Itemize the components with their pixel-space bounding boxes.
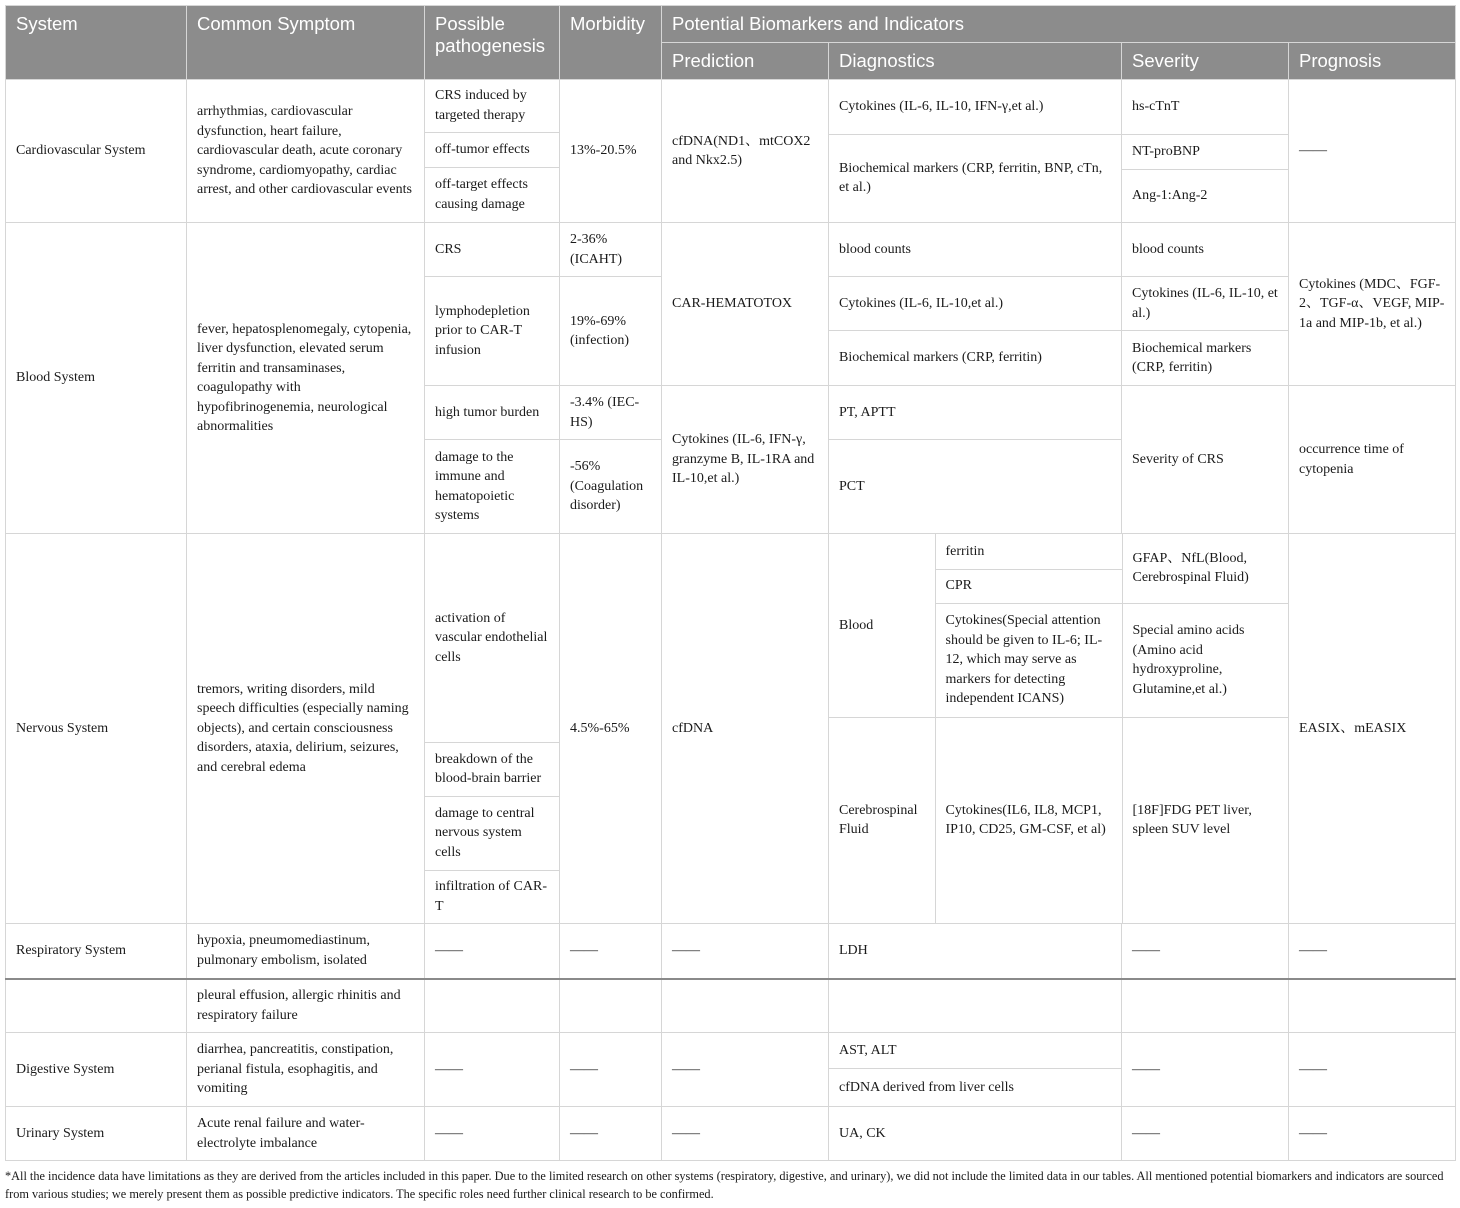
morbidity-item: -3.4% (IEC-HS)	[560, 386, 662, 440]
pathogenesis-cell: ——	[425, 924, 560, 979]
diagnostics-item: blood counts	[829, 223, 1122, 277]
prognosis-cell: ——	[1289, 1033, 1456, 1107]
morbidity-cell: ——	[560, 1107, 662, 1161]
severity-item: Special amino acids (Amino acid hydroxyproline, Glutamine,et al.)	[1122, 603, 1289, 717]
pathogenesis-item: activation of vascular endothelial cells	[425, 534, 559, 742]
prognosis-cell: EASIX、mEASIX	[1289, 534, 1456, 924]
table-row	[6, 1107, 1456, 1161]
header-severity: Severity	[1122, 43, 1289, 80]
table-row	[6, 979, 1456, 1033]
prognosis-cell: ——	[1289, 924, 1456, 979]
table-row	[6, 80, 1456, 223]
severity-cell: ——	[1122, 1033, 1289, 1107]
diagnostics-item: PCT	[829, 440, 1122, 534]
diagnostics-item: AST, ALT	[829, 1033, 1121, 1068]
pathogenesis-item: off-target effects causing damage	[435, 177, 528, 212]
table-row	[6, 534, 1456, 924]
severity-item: Biochemical markers (CRP, ferritin)	[1122, 331, 1289, 386]
system-cell: Blood System	[6, 223, 187, 534]
biomarker-table	[5, 5, 1456, 1161]
header-symptom: Common Symptom	[187, 6, 425, 80]
prognosis-cell: ——	[1289, 80, 1456, 223]
severity-item: Severity of CRS	[1122, 386, 1289, 534]
severity-item: hs-cTnT	[1122, 80, 1288, 134]
diagnostics-item: Cytokines (IL-6, IL-10, IFN-γ,et al.)	[829, 80, 1121, 134]
system-cell: Respiratory System	[6, 924, 187, 979]
header-prediction: Prediction	[662, 43, 829, 80]
csf-label: Cerebrospinal Fluid	[829, 717, 935, 923]
symptom-cell: fever, hepatosplenomegaly, cytopenia, liver dysfunction, elevated serum ferritin and transaminases, coagulopathy with hypofibrinogenemia, neurological abnormalities	[187, 223, 425, 534]
symptom-cell: arrhythmias, cardiovascular dysfunction, heart failure, cardiovascular death, acute coronary syndrome, cardiomyopathy, cardiac arrest, and other cardiovascular events	[187, 80, 425, 223]
pathogenesis-item: infiltration of CAR-T	[435, 879, 547, 914]
nervous-diagnostics-severity	[829, 534, 1289, 924]
severity-item: [18F]FDG PET liver, spleen SUV level	[1132, 802, 1252, 838]
prediction-cell: ——	[662, 1107, 829, 1161]
diagnostics-item: cfDNA derived from liver cells	[839, 1079, 1014, 1095]
pathogenesis-item: damage to central nervous system cells	[425, 796, 559, 870]
system-cell: Cardiovascular System	[6, 80, 187, 223]
system-cell: Urinary System	[6, 1107, 187, 1161]
morbidity-cell: 4.5%-65%	[560, 534, 662, 924]
pathogenesis-item: off-tumor effects	[425, 132, 559, 167]
footnote: *All the incidence data have limitations as they are derived from the articles included in this paper. Due to the limited research on other systems (respiratory, digestive, and urinary), we did not include the limited data in our tables. All mentioned potential biomarkers and indicators are sourced from various studies; we merely present them as possible predictive indicators. The specific roles need further clinical research to be confirmed.	[5, 1169, 1444, 1201]
pathogenesis-item: breakdown of the blood-brain barrier	[425, 742, 559, 796]
prognosis-cell: Cytokines (MDC、FGF-2、TGF-α、VEGF, MIP-1a and MIP-1b, et al.)	[1289, 223, 1456, 386]
prediction-cell: Cytokines (IL-6, IFN-γ, granzyme B, IL-1RA and IL-10,et al.)	[662, 386, 829, 534]
pathogenesis-cell: ——	[425, 1033, 560, 1107]
morbidity-item: -56% (Coagulation disorder)	[560, 440, 662, 534]
diagnostics-item: PT, APTT	[829, 386, 1122, 440]
prediction-cell: cfDNA	[662, 534, 829, 924]
symptom-cell: tremors, writing disorders, mild speech difficulties (especially naming objects), and certain consciousness disorders, ataxia, delirium, seizures, and cerebral edema	[187, 534, 425, 924]
severity-cell	[1122, 80, 1289, 223]
header-biomarkers: Potential Biomarkers and Indicators	[662, 6, 1456, 43]
diagnostics-cell: UA, CK	[829, 1107, 1122, 1161]
system-cell: Nervous System	[6, 534, 187, 924]
prediction-cell: ——	[662, 1033, 829, 1107]
diagnostics-cell	[829, 80, 1122, 223]
symptom-cell: pleural effusion, allergic rhinitis and respiratory failure	[187, 979, 425, 1033]
table-row	[6, 924, 1456, 979]
system-cell: Digestive System	[6, 1033, 187, 1107]
morbidity-cell: 13%-20.5%	[560, 80, 662, 223]
prediction-cell: ——	[662, 924, 829, 979]
header-prognosis: Prognosis	[1289, 43, 1456, 80]
pathogenesis-cell	[425, 80, 560, 223]
prediction-cell: CAR-HEMATOTOX	[662, 223, 829, 386]
header-morbidity: Morbidity	[560, 6, 662, 80]
pathogenesis-item: lymphodepletion prior to CAR-T infusion	[425, 277, 560, 386]
symptom-cell: Acute renal failure and water-electrolyte imbalance	[187, 1107, 425, 1161]
morbidity-cell: ——	[560, 1033, 662, 1107]
diagnostics-item: Cytokines (IL-6, IL-10,et al.)	[829, 277, 1122, 331]
symptom-cell: hypoxia, pneumomediastinum, pulmonary embolism, isolated	[187, 924, 425, 979]
diagnostics-cell	[829, 1033, 1122, 1107]
morbidity-cell: ——	[560, 924, 662, 979]
diagnostics-item: Cytokines(Special attention should be given to IL-6; IL-12, which may serve as markers for detecting independent ICANS)	[935, 603, 1122, 717]
prognosis-cell: occurrence time of cytopenia	[1289, 386, 1456, 534]
pathogenesis-cell	[425, 534, 560, 924]
pathogenesis-cell: ——	[425, 1107, 560, 1161]
symptom-cell: diarrhea, pancreatitis, constipation, perianal fistula, esophagitis, and vomiting	[187, 1033, 425, 1107]
pathogenesis-item: damage to the immune and hematopoietic systems	[425, 440, 560, 534]
table-row	[6, 1033, 1456, 1107]
pathogenesis-item: CRS induced by targeted therapy	[425, 80, 559, 132]
severity-cell: ——	[1122, 1107, 1289, 1161]
severity-item: Cytokines (IL-6, IL-10, et al.)	[1122, 277, 1289, 331]
prediction-cell: cfDNA(ND1、mtCOX2 and Nkx2.5)	[662, 80, 829, 223]
pathogenesis-item: CRS	[425, 223, 560, 277]
prognosis-cell: ——	[1289, 1107, 1456, 1161]
diagnostics-item: CPR	[935, 569, 1122, 603]
severity-cell: ——	[1122, 924, 1289, 979]
pathogenesis-item: high tumor burden	[425, 386, 560, 440]
table-row	[6, 223, 1456, 277]
blood-label: Blood	[829, 534, 935, 717]
diagnostics-item: ferritin	[935, 534, 1122, 569]
morbidity-item: 19%-69% (infection)	[560, 277, 662, 386]
header-pathogenesis: Possible pathogenesis	[425, 6, 560, 80]
severity-item: blood counts	[1122, 223, 1289, 277]
severity-item: Ang-1:Ang-2	[1132, 188, 1208, 203]
diagnostics-item: Cytokines(IL6, IL8, MCP1, IP10, CD25, GM-CSF, et al)	[935, 717, 1122, 923]
diagnostics-item: Biochemical markers (CRP, ferritin)	[829, 331, 1122, 386]
severity-item: GFAP、NfL(Blood, Cerebrospinal Fluid)	[1122, 534, 1289, 603]
header-diagnostics: Diagnostics	[829, 43, 1122, 80]
severity-item: NT-proBNP	[1122, 134, 1288, 169]
morbidity-item: 2-36%(ICAHT)	[560, 223, 662, 277]
diagnostics-item: Biochemical markers (CRP, ferritin, BNP, cTn, et al.)	[839, 160, 1103, 196]
diagnostics-cell: LDH	[829, 924, 1122, 979]
header-system: System	[6, 6, 187, 80]
